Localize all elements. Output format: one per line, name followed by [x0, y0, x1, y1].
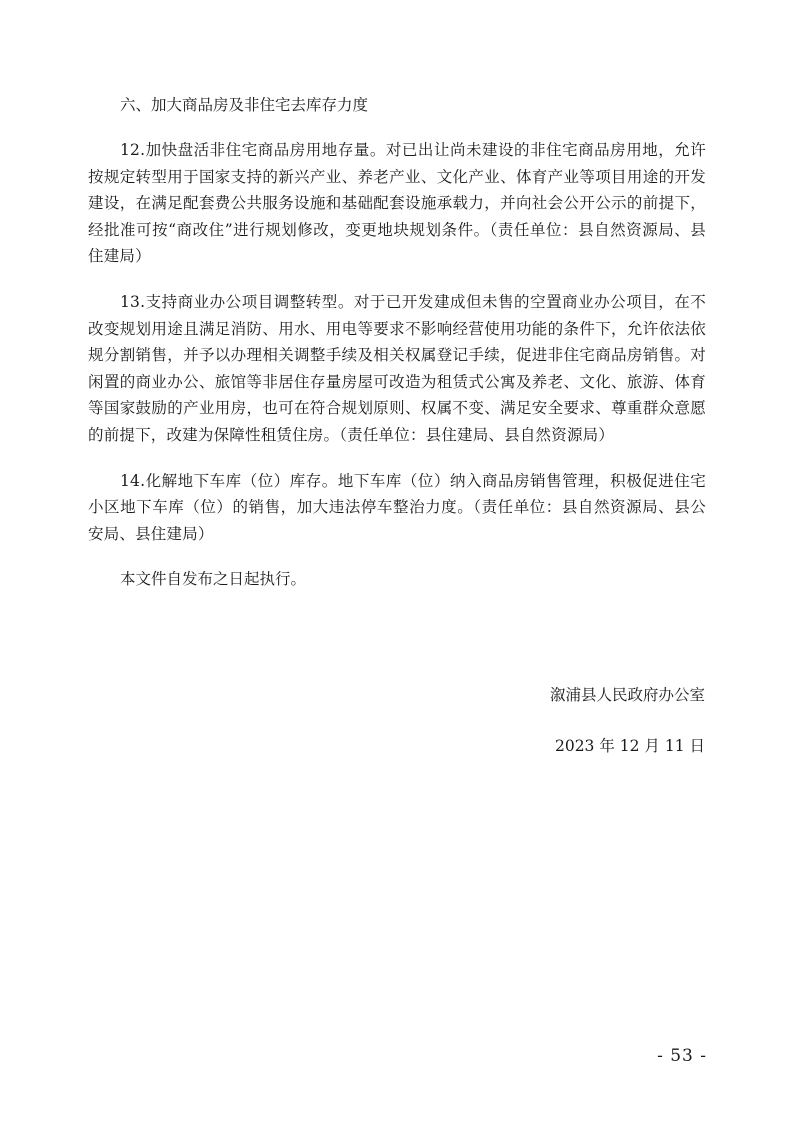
issue-date: 2023 年 12 月 11 日	[554, 737, 705, 755]
page-number: - 53 -	[657, 1046, 707, 1066]
paragraph-item-14: 14.化解地下车库（位）库存。地下车库（位）纳入商品房销售管理，积极促进住宅小区地下车库（位）的销售，加大违法停车整治力度。（责任单位：县自然资源局、县公安局、县住建局）	[88, 471, 706, 543]
paragraph-item-12: 12.加快盘活非住宅商品房用地存量。对已出让尚未建设的非住宅商品房用地，允许按规定转型用于国家支持的新兴产业、养老产业、文化产业、体育产业等项目用途的开发建设，在满足配套费公共服务设施和基础配套设施承载力，并向社会公开公示的前提下，经批准可按“商改住”进行规划修改，变更地块规划条件。（责任单位：县自然资源局、县住建局）	[88, 141, 706, 266]
closing-statement: 本文件自发布之日起执行。	[120, 570, 307, 589]
paragraph-item-13: 13.支持商业办公项目调整转型。对于已开发建成但未售的空置商业办公项目，在不改变规划用途且满足消防、用水、用电等要求不影响经营使用功能的条件下，允许依法依规分割销售，并予以办理相关调整手续及相关权属登记手续，促进非住宅商品房销售。对闲置的商业办公、旅馆等非居住存量房屋可改造为租赁式公寓及养老、文化、旅游、体育等国家鼓励的产业用房，也可在符合规划原则、权属不变、满足安全要求、尊重群众意愿的前提下，改建为保障性租赁住房。（责任单位：县住建局、县自然资源局）	[88, 292, 706, 444]
document-body	[88, 92, 706, 592]
section-heading: 六、加大商品房及非住宅去库存力度	[120, 96, 369, 114]
issuing-office-signature: 溆浦县人民政府办公室	[549, 686, 705, 704]
